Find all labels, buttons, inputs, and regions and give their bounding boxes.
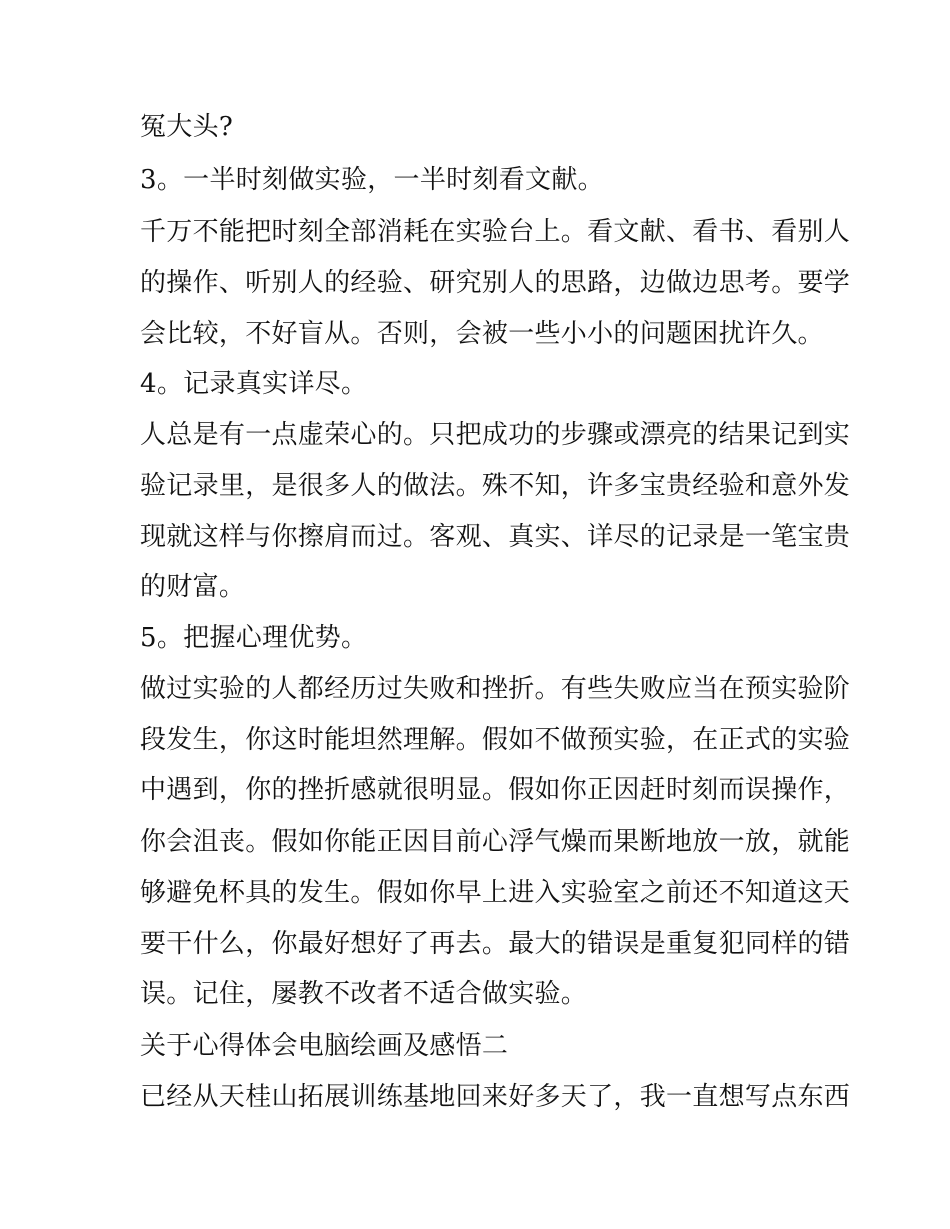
- text-line: 要干什么，你最好想好了再去。最大的错误是重复犯同样的错: [140, 929, 851, 959]
- section-heading: 3。一半时刻做实验，一半时刻看文献。: [140, 165, 604, 195]
- text-line: 中遇到，你的挫折感就很明显。假如你正因赶时刻而误操作，: [140, 775, 851, 805]
- text-line: 冤大头?: [140, 112, 234, 142]
- text-line: 做过实验的人都经历过失败和挫折。有些失败应当在预实验阶: [140, 674, 851, 704]
- text-line: 已经从天桂山拓展训练基地回来好多天了，我一直想写点东西: [140, 1082, 851, 1112]
- section-heading: 4。记录真实详尽。: [140, 369, 368, 399]
- text-line: 的操作、听别人的经验、研究别人的思路，边做边思考。要学: [140, 268, 851, 298]
- text-line: 你会沮丧。假如你能正因目前心浮气燥而果断地放一放，就能: [140, 827, 851, 857]
- text-line: 验记录里，是很多人的做法。殊不知，许多宝贵经验和意外发: [140, 471, 851, 501]
- section-heading: 5。把握心理优势。: [140, 623, 368, 653]
- text-line: 会比较，不好盲从。否则，会被一些小小的问题困扰许久。: [140, 319, 824, 349]
- text-line: 千万不能把时刻全部消耗在实验台上。看文献、看书、看别人: [140, 217, 851, 247]
- text-line: 现就这样与你擦肩而过。客观、真实、详尽的记录是一笔宝贵: [140, 522, 851, 552]
- text-line: 误。记住，屡教不改者不适合做实验。: [140, 979, 588, 1009]
- section-title: 关于心得体会电脑绘画及感悟二: [140, 1031, 509, 1061]
- text-line: 的财富。: [140, 572, 246, 602]
- text-line: 段发生，你这时能坦然理解。假如不做预实验，在正式的实验: [140, 725, 851, 755]
- text-line: 够避免杯具的发生。假如你早上进入实验室之前还不知道这天: [140, 878, 851, 908]
- text-line: 人总是有一点虚荣心的。只把成功的步骤或漂亮的结果记到实: [140, 420, 851, 450]
